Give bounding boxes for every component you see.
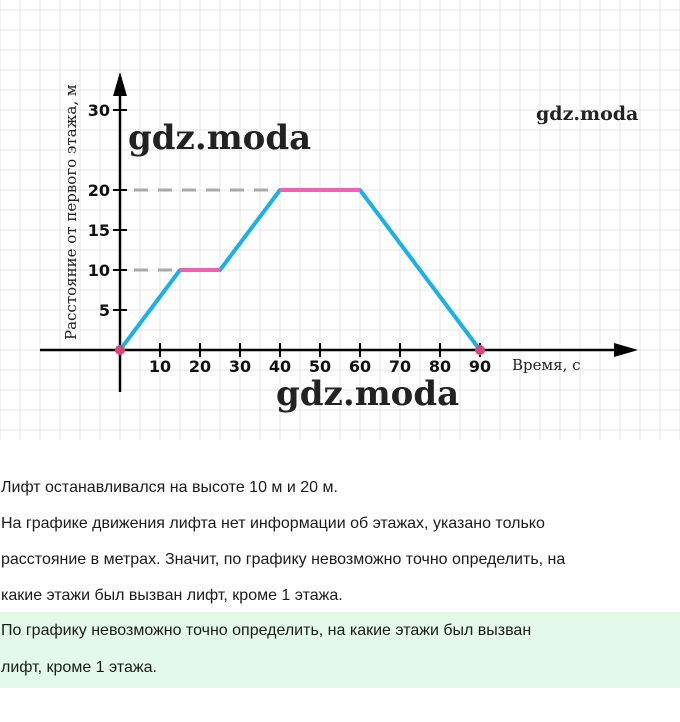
x-tick-label-10: 10 — [148, 357, 172, 376]
y-axis-title: Расстояние от первого этажа, м — [62, 84, 80, 340]
x-tick-label-50: 50 — [308, 357, 332, 376]
y-tick-label-30: 30 — [87, 101, 110, 120]
explanation-line-2: На графике движения лифта нет информации об этажах, указано только — [1, 515, 545, 532]
x-tick-label-90: 90 — [468, 357, 492, 376]
watermark-bottom: gdz.moda — [276, 374, 460, 414]
x-axis-arrow — [614, 343, 638, 357]
x-tick-label-40: 40 — [268, 357, 292, 376]
y-tick-label-20: 20 — [87, 181, 110, 200]
y-tick-label-5: 5 — [98, 301, 110, 320]
watermark-top-right: gdz.moda — [536, 103, 639, 125]
explanation-line-4: какие этажи был вызван лифт, кроме 1 этажа. — [1, 587, 343, 604]
x-axis-title: Время, с — [512, 356, 581, 374]
endpoint-x0 — [115, 345, 125, 355]
y-tick-label-10: 10 — [87, 261, 110, 280]
y-tick-label-15: 15 — [87, 221, 110, 240]
x-tick-label-20: 20 — [188, 357, 212, 376]
y-axis-arrow — [113, 72, 127, 96]
explanation-text — [0, 470, 680, 614]
x-tick-label-60: 60 — [348, 357, 372, 376]
x-tick-label-70: 70 — [388, 357, 412, 376]
explanation-line-3: расстояние в метрах. Значит, по графику невозможно точно определить, на — [1, 551, 566, 568]
explanation-line-1: Лифт останавливался на высоте 10 м и 20 м. — [1, 479, 338, 496]
x-tick-label-30: 30 — [228, 357, 252, 376]
answer-line-2: лифт, кроме 1 этажа. — [1, 659, 157, 676]
answer-line-1: По графику невозможно точно определить, на какие этажи был вызван — [1, 622, 532, 639]
endpoint-x90 — [475, 345, 485, 355]
watermark-top: gdz.moda — [128, 118, 312, 158]
answer-box — [0, 612, 680, 688]
x-tick-label-80: 80 — [428, 357, 452, 376]
